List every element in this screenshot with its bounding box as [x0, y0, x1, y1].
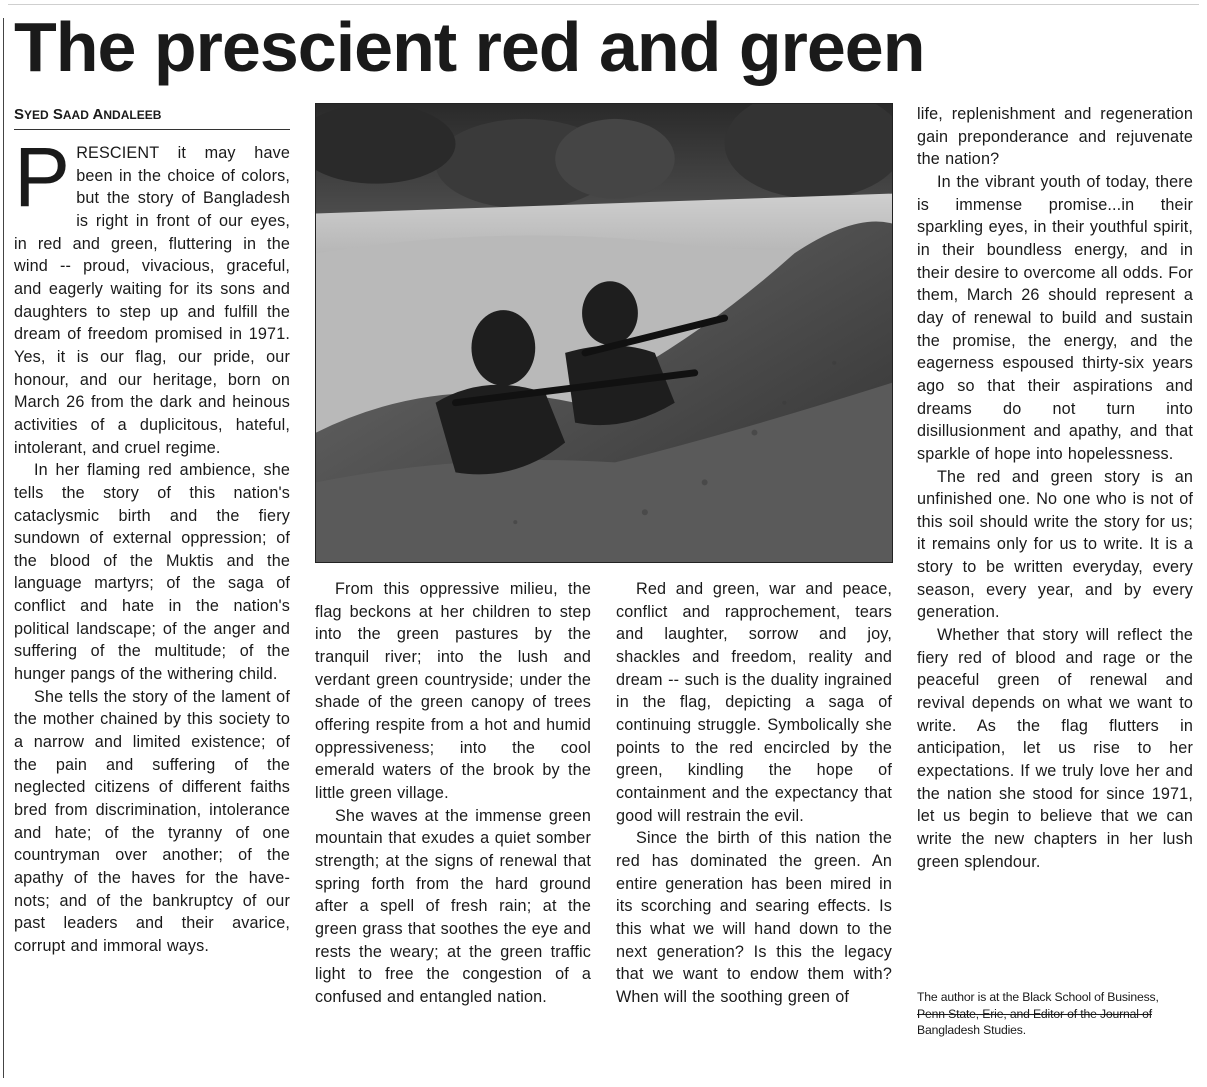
byline-rest-3: NDALEEB: [103, 108, 162, 122]
article-column-3: [616, 578, 892, 1008]
paragraph-8: In the vibrant youth of today, there is immense promise...in their sparkling eyes, in their youthful spirit, in their boundless energy, and in their desire to overcome all odds. For them, March 26 should represent a day of renewal to build and sustain the promise, the energy, and the eagerness espoused thirty-six years ago so that their aspirations and dreams do not turn into disillusionment and apathy, and that sparkle of hope into hopelessness.: [917, 172, 1193, 463]
author-note-line-2: Penn State, Erie, and Editor of the Journal of: [917, 1006, 1152, 1021]
paragraph-4: From this oppressive milieu, the flag beckons at her children to step into the green pastures by the tranquil river; into the lush and verdant green countryside; under the shade of the green canopy of trees offering respite from a hot and humid oppressiveness; into the cool emerald waters of the brook by the little green village.: [315, 580, 591, 802]
paragraph-9: The red and green story is an unfinished one. No one who is not of this soil should write the story for us; it remains only for us to write. It is a story to be written everyday, every season, every year, and by every generation.: [917, 467, 1193, 622]
author-note-line-1: The author is at the Black School of Business,: [917, 990, 1159, 1004]
paragraph-7: Since the birth of this nation the red has dominated the green. An entire generation has been mired in its scorching and searing effects. Is this what we will hand down to the next generation? Is this the legacy that we want to endow them with? When will the soothing green of: [616, 829, 892, 1006]
photo-illustration: [316, 104, 892, 562]
drop-cap: P: [14, 130, 71, 224]
paragraph-6: Red and green, war and peace, conflict and rapprochement, tears and laughter, sorrow and joy, shackles and freedom, reality and dream -- such is the duality ingrained in the flag, depicting a saga of continuing struggle. Symbolically she points to the red encircled by the green, kindling the hope of containment and the expectancy that good will restrain the evil.: [616, 580, 892, 825]
byline-initial-1: S: [14, 106, 25, 123]
headline: The prescient red and green: [14, 8, 925, 86]
article-column-4: [917, 103, 1193, 873]
byline-initial-3: A: [92, 106, 104, 123]
paragraph-3: She tells the story of the lament of the mother chained by this society to a narrow and limited existence; of the pain and suffering of the neglected citizens of different faiths bred from discrimination, intolerance and hate; of the tyranny of one countryman over another; of the apathy of the haves for the have-nots; and of the bankruptcy of our past leaders and their avarice, corrupt and immoral ways.: [14, 687, 290, 955]
byline: [14, 104, 290, 130]
author-note-line-3: Bangladesh Studies.: [917, 1023, 1026, 1037]
byline-initial-2: S: [52, 106, 63, 123]
byline-rest-2: AAD: [62, 108, 89, 122]
article-photo: [315, 103, 893, 563]
article-column-1: [14, 130, 290, 958]
paragraph-7-continued: life, replenishment and regeneration gain preponderance and rejuvenate the nation?: [917, 105, 1193, 169]
page-edge-rule: [3, 18, 4, 1078]
paragraph-1: [14, 130, 290, 459]
byline-rest-1: YED: [24, 108, 49, 122]
paragraph-2: In her flaming red ambience, she tells the story of this nation's cataclysmic birth and the fiery sundown of external oppression; of the blood of the Muktis and the language martyrs; of the saga of conflict and hate in the nation's political landscape; of the anger and suffering of the multitude; of the hunger pangs of the withering child.: [14, 461, 290, 684]
paragraph-5: She waves at the immense green mountain that exudes a quiet somber strength; at the signs of renewal that spring forth from the hard ground after a spell of fresh rain; at the green grass that soothes the eye and rests the weary; at the green traffic light to free the congestion of a confused and entangled nation.: [315, 806, 591, 1006]
author-note: [917, 989, 1193, 1039]
paragraph-1-text: RESCIENT it may have been in the choice of colors, but the story of Bangladesh is right in front of our eyes, in red and green, fluttering in the wind -- proud, vivacious, graceful, and eagerly waiting for its sons and daughters to step up and fulfill the dream of freedom promised in 1971. Yes, it is our flag, our pride, our honour, and our heritage, born on March 26 from the dark and heinous activities of a duplicitous, hateful, intolerant, and cruel regime.: [14, 144, 290, 457]
paragraph-10: Whether that story will reflect the fiery red of blood and rage or the peaceful green of renewal and revival depends on what we want to write. As the flag flutters in anticipation, let us rise to her expectations. If we truly love her and the nation she stood for since 1971, let us begin to believe that we can write the new chapters in her lush green splendour.: [917, 626, 1193, 871]
article-column-2: [315, 578, 591, 1008]
